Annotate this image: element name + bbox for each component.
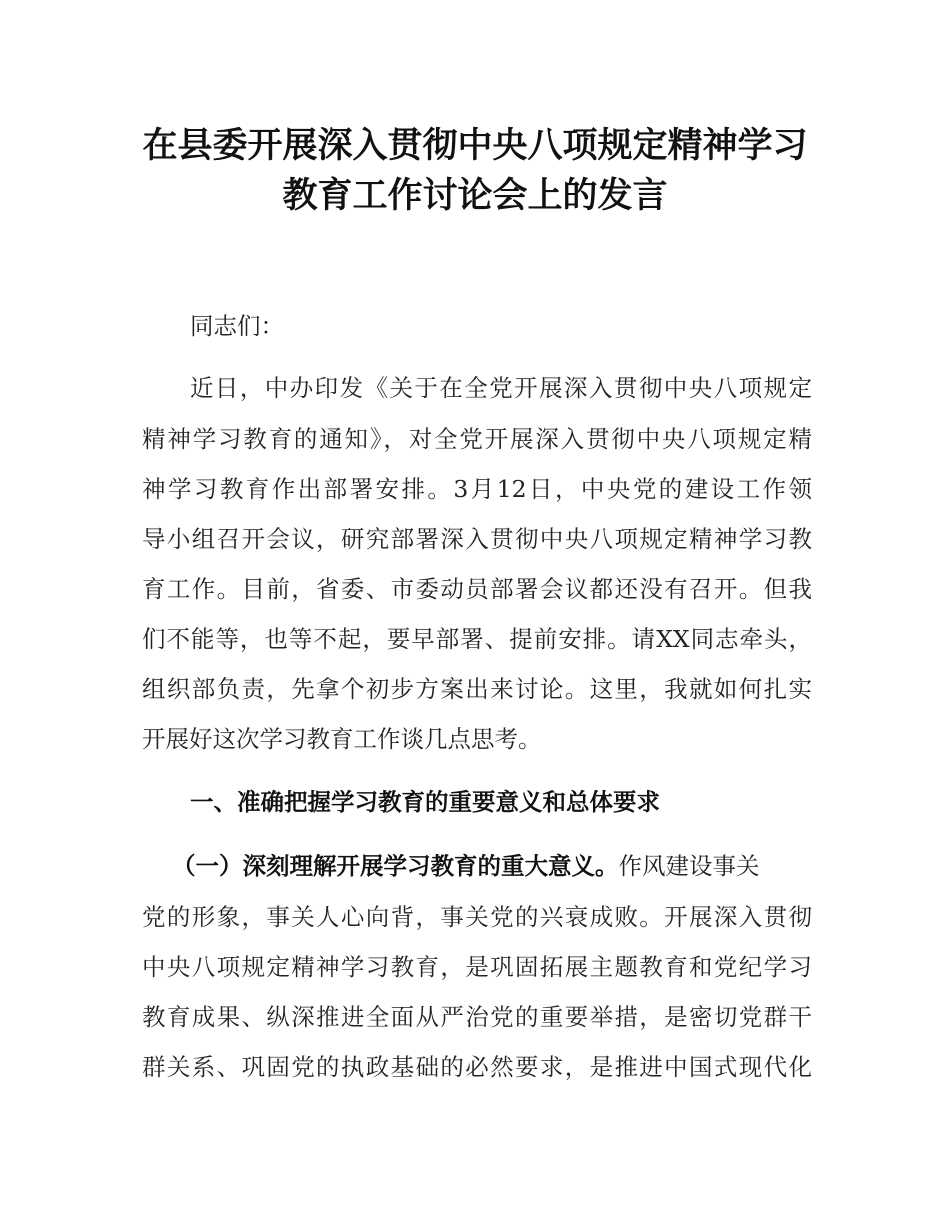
intro-line-4: 导小组召开会议，研究部署深入贯彻中央八项规定精神学习教 [142, 525, 812, 553]
section-1-heading: 一、准确把握学习教育的重要意义和总体要求 [190, 788, 660, 816]
salutation: 同志们： [190, 312, 284, 340]
intro-line-3: 神学习教育作出部署安排。3月12日，中央党的建设工作领 [142, 475, 812, 503]
subsection-1-line-5: 群关系、巩固党的执政基础的必然要求，是推进中国式现代化 [142, 1053, 812, 1081]
subsection-1-line-4: 教育成果、纵深推进全面从严治党的重要举措，是密切党群干 [142, 1003, 812, 1031]
subsection-1-line-2: 党的形象，事关人心向背，事关党的兴衰成败。开展深入贯彻 [142, 903, 812, 931]
intro-line-7: 组织部负责，先拿个初步方案出来讨论。这里，我就如何扎实 [142, 675, 812, 703]
document-title-line-2: 教育工作讨论会上的发言 [282, 176, 668, 216]
intro-line-6: 们不能等，也等不起，要早部署、提前安排。请XX同志牵头， [142, 625, 812, 653]
intro-line-2: 精神学习教育的通知》，对全党开展深入贯彻中央八项规定精 [142, 425, 812, 453]
intro-line-1: 近日，中办印发《关于在全党开展深入贯彻中央八项规定 [190, 374, 812, 402]
intro-line-5: 育工作。目前，省委、市委动员部署会议都还没有召开。但我 [142, 575, 812, 603]
subsection-1-first-line [172, 851, 812, 881]
subsection-1-first-line-rest: 作风建设事关 [618, 852, 760, 880]
document-title-line-1: 在县委开展深入贯彻中央八项规定精神学习 [142, 126, 808, 166]
subsection-1-line-3: 中央八项规定精神学习教育，是巩固拓展主题教育和党纪学习 [142, 953, 812, 981]
subsection-1-heading: （一）深刻理解开展学习教育的重大意义。 [172, 852, 619, 880]
intro-line-8: 开展好这次学习教育工作谈几点思考。 [142, 725, 542, 753]
